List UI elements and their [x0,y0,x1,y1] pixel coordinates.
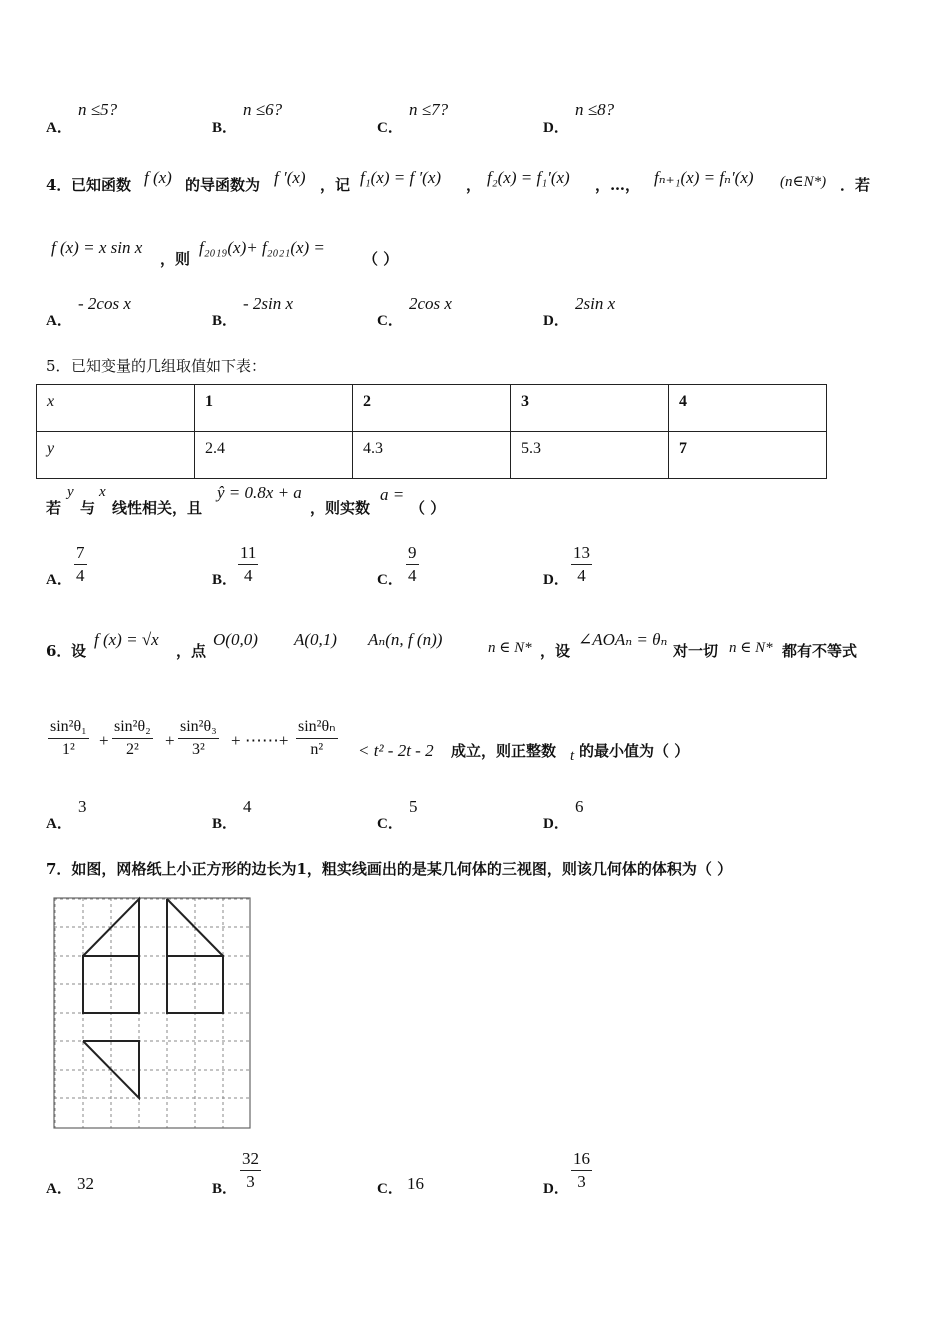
fraction-denominator: 2² [125,741,139,758]
q4-sep2: ，…， [595,176,641,194]
q6-set2: ，设 [540,642,571,660]
fraction-denominator: 1² [61,741,75,758]
fraction-numerator: sin²θ₂ [114,718,151,735]
q6-angle: ∠AOAₙ = θₙ [578,630,668,649]
q5-line-b: 与 [80,499,96,517]
q6-number: 6． [46,642,72,660]
q6-option-d-label: D． [543,816,569,832]
q4-option-a-label: A． [46,313,72,329]
table-cell: x [37,385,195,432]
q5-option-a-label: A． [46,572,72,588]
q4-option-a-value: - 2cos x [78,294,131,313]
fraction-numerator: sin²θₙ [298,718,336,735]
table-cell: 4 [669,385,827,432]
q4-number: 4． [46,176,72,194]
q4-line2-expr: f₂₀₁₉(x)+ f₂₀₂₁(x) = [199,238,325,257]
q5-number: 5． [46,357,71,375]
q3-option-b-value: n ≤6? [243,100,283,119]
q7-option-b-fraction [240,1148,261,1193]
fraction-numerator: 7 [76,543,85,562]
table-cell: 5.3 [511,432,669,479]
q6-option-b-value: 4 [243,797,252,816]
q6-dots: + ⋯⋯+ [231,731,289,750]
q4-fn1: fₙ₊₁(x) = fₙ′(x) [654,168,754,187]
q6-sum-term-n [296,716,338,761]
three-view-figure [52,896,252,1130]
q6-sum-term-1 [48,716,89,761]
q4-f1: f₁(x) = f ′(x) [360,168,442,187]
q5-y: y [67,484,74,500]
table-row [37,385,827,432]
q6-n-in-n-2: n ∈ N* [729,640,773,656]
q5-option-a-fraction [74,542,87,587]
q6-option-b-label: B． [212,816,238,832]
table-cell: 2.4 [195,432,353,479]
q4-option-b-value: - 2sin x [243,294,294,313]
fraction-numerator: 13 [573,543,590,562]
q4-fx: f (x) [144,168,172,187]
q5-table [36,384,827,479]
q6-plus-1: + [99,731,109,750]
fraction-numerator: 11 [240,543,257,562]
q6-rhs: < t² - 2t - 2 [358,741,434,760]
table-cell: 4.3 [353,432,511,479]
q6-fx: f (x) = √x [94,630,159,649]
fraction-denominator: 3 [246,1172,255,1191]
q4-option-d-value: 2sin x [575,294,616,313]
q3-option-c-value: n ≤7? [409,100,449,119]
fraction-denominator: 4 [243,566,253,585]
q4-line2-f: f (x) = x sin x [51,238,143,257]
q6-sum-term-2 [112,716,153,761]
q5-stem: 已知变量的几组取值如下表： [71,357,267,375]
q4-line2-paren: （ ） [363,250,399,268]
q7-option-d-fraction [571,1148,592,1193]
q7-option-d-label: D． [543,1181,569,1197]
q6-point-a: A(0,1) [294,630,337,649]
q6-dot: ，点 [176,642,207,660]
fraction-denominator: 4 [76,566,85,585]
q6-option-c-label: C． [377,816,403,832]
q3-option-c-label: C． [377,120,403,136]
q4-stem-b: 的导函数为 [185,176,261,194]
q6-option-a-label: A． [46,816,72,832]
q3-option-a-value: n ≤5? [78,100,118,119]
q4-option-d-label: D． [543,313,569,329]
q6-option-a-value: 3 [78,797,87,816]
q3-option-d-value: n ≤8? [575,100,615,119]
q4-f2: f₂(x) = f₁′(x) [487,168,570,187]
table-cell: 2 [353,385,511,432]
q7-stem: 7．如图，网格纸上小正方形的边长为1，粗实线画出的是某几何体的三视图，则该几何体的体积为（ ） [46,860,733,878]
q7-option-c-value: 16 [407,1174,424,1193]
fraction-denominator: 3² [191,741,205,758]
table-cell: 3 [511,385,669,432]
q6-set: 设 [71,642,87,660]
table-row [37,432,827,479]
fraction-denominator: 4 [577,566,586,585]
q3-option-a-label: A． [46,120,72,136]
q5-line-e: （ ） [410,499,446,517]
fraction-numerator: sin²θ₁ [50,718,87,735]
q6-option-d-value: 6 [575,797,584,816]
q5-option-c-label: C． [377,572,403,588]
fraction-numerator: sin²θ₃ [180,718,217,735]
q5-option-c-fraction [406,542,419,587]
q6-point-an: Aₙ(n, f (n)) [368,630,443,649]
q4-option-c-value: 2cos x [409,294,452,313]
q3-option-d-label: D． [543,120,569,136]
fraction-denominator: 3 [577,1172,586,1191]
fraction-denominator: n² [310,741,324,758]
q6-t: t [570,748,575,764]
q4-stem-a: 已知函数 [71,176,132,194]
q6-n-in-n: n ∈ N* [488,640,532,656]
q4-fpx: f ′(x) [274,168,306,187]
q5-option-b-label: B． [212,572,238,588]
table-cell: 1 [195,385,353,432]
q3-option-b-label: B． [212,120,238,136]
q5-x: x [99,484,106,500]
q5-regression: ŷ = 0.8x + a [217,483,302,502]
fraction-numerator: 32 [242,1149,259,1168]
q6-plus-2: + [165,731,175,750]
q5-option-d-label: D． [543,572,569,588]
table-cell: 7 [669,432,827,479]
q6-tail2: 的最小值为（ ） [579,742,690,760]
q6-sum-term-3 [178,716,219,761]
q4-option-b-label: B． [212,313,238,329]
q4-option-c-label: C． [377,313,403,329]
q6-point-o: O(0,0) [213,630,258,649]
q4-sep1: ， [466,176,482,194]
q4-line2-then: ，则 [160,250,191,268]
q6-ineq: 都有不等式 [782,642,858,660]
q5-line-d: ，则实数 [310,499,371,517]
q4-stem-c: ，记 [320,176,351,194]
q5-option-d-fraction [571,542,592,587]
q5-line-c: 线性相关，且 [112,499,203,517]
q6-forall: 对一切 [673,642,719,660]
q4-stem-d: ．若 [840,176,871,194]
q6-option-c-value: 5 [409,797,418,816]
q6-tail: 成立，则正整数 [451,742,557,760]
fraction-numerator: 16 [573,1149,590,1168]
table-cell: y [37,432,195,479]
q7-option-c-label: C． [377,1181,403,1197]
q5-a-eq: a = [380,485,405,504]
q7-option-a-label: A． [46,1181,72,1197]
q5-line-a: 若 [46,499,62,517]
q4-cond: (n∈N*) [780,174,827,190]
q7-option-b-label: B． [212,1181,238,1197]
q7-option-a-value: 32 [77,1174,94,1193]
fraction-denominator: 4 [408,566,417,585]
fraction-numerator: 9 [408,543,417,562]
q5-option-b-fraction [238,542,258,587]
